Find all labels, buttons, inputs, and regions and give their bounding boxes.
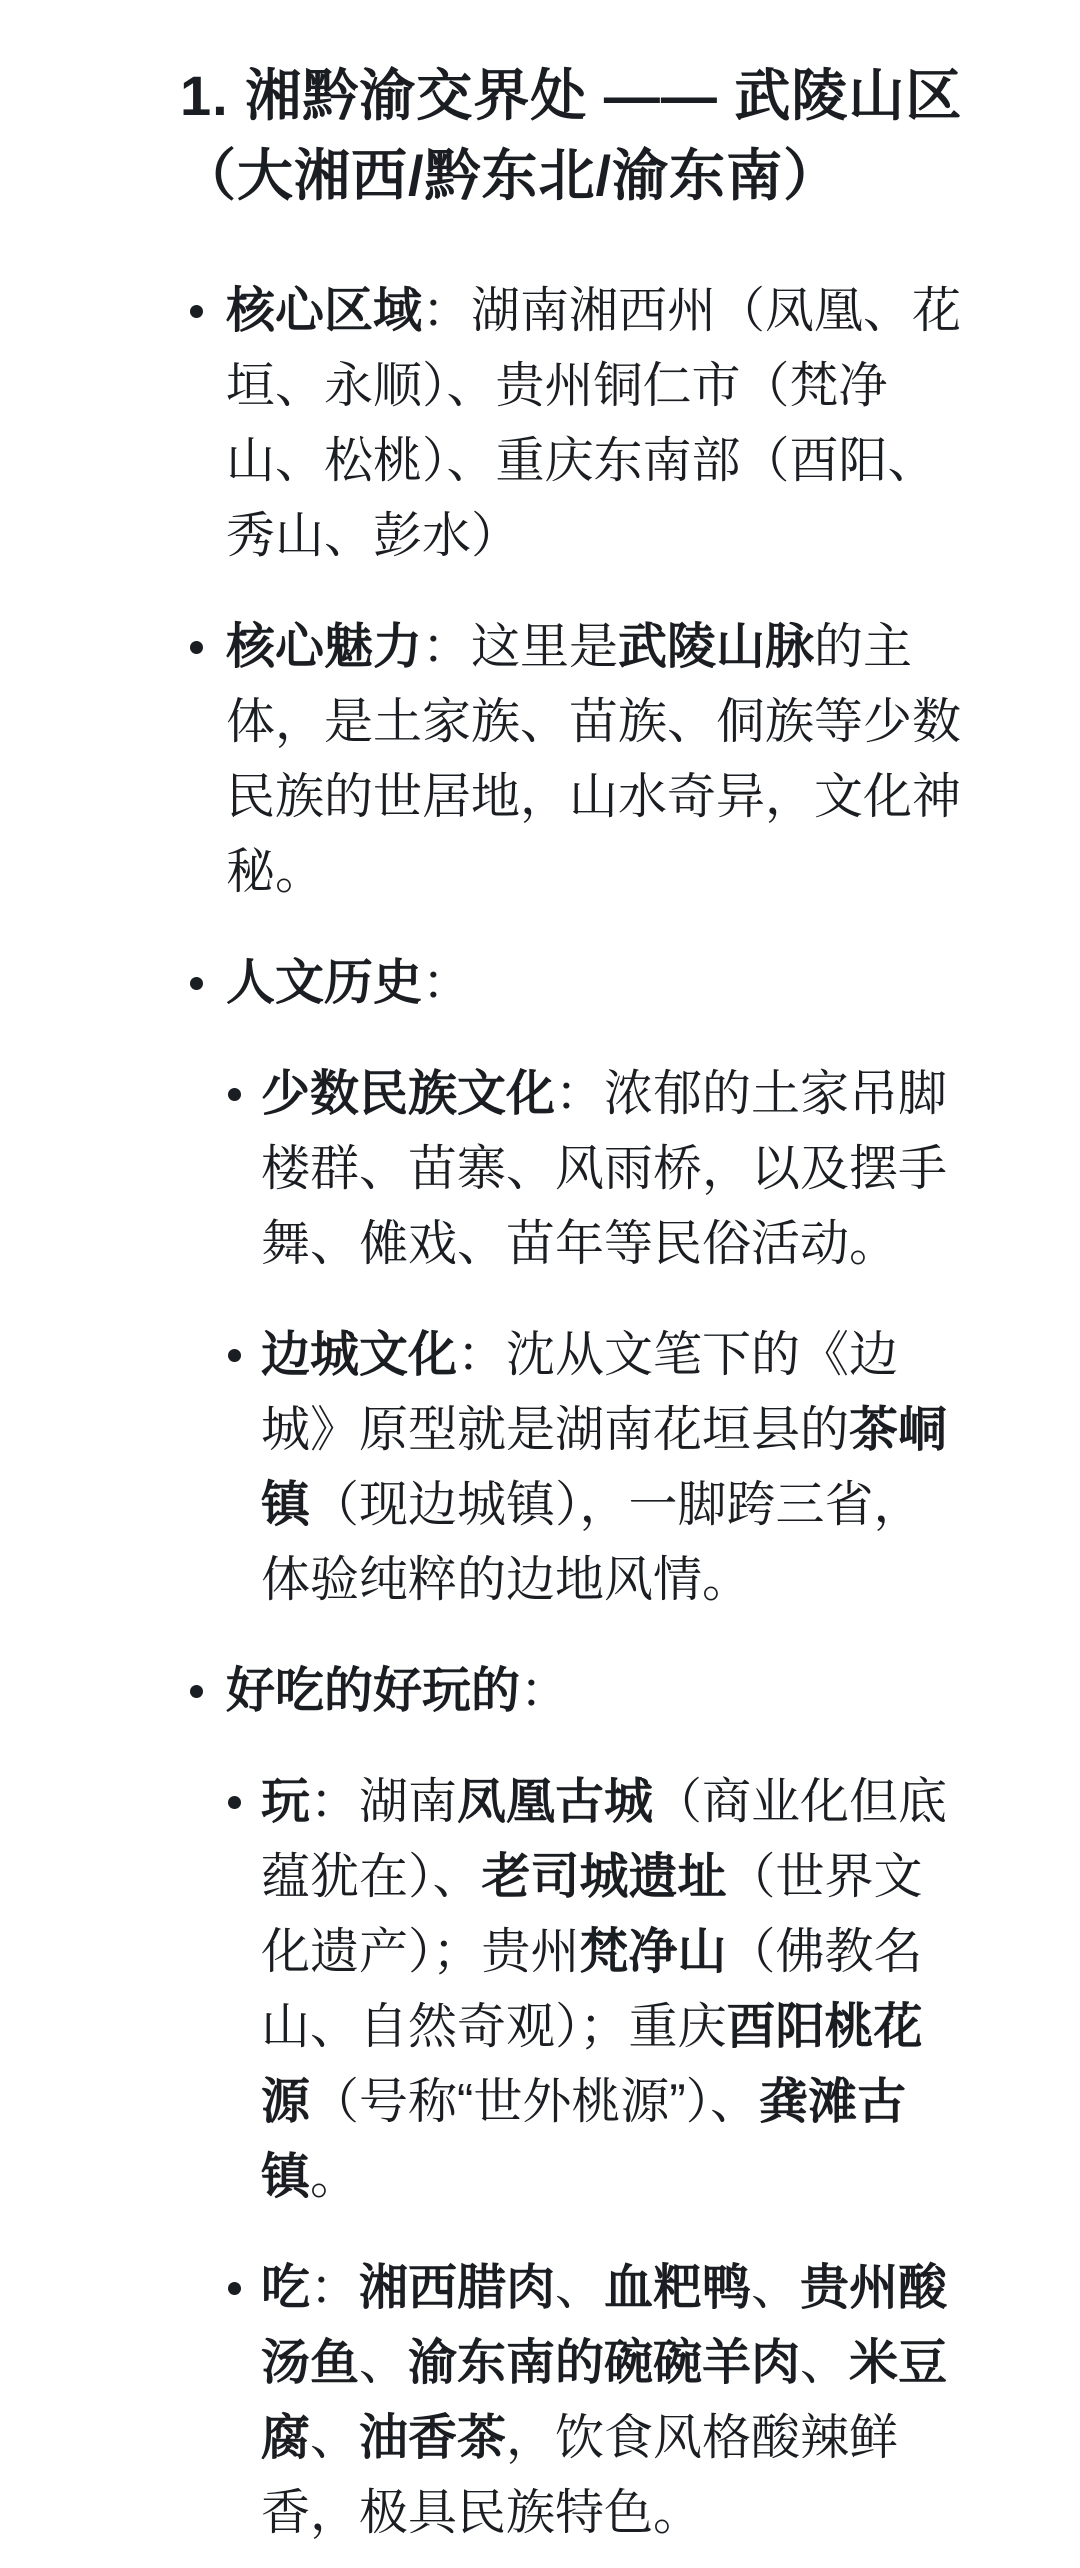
plain-text: 、: [751, 2261, 801, 2315]
heading-line-1: 1. 湘黔渝交界处 —— 武陵山区: [180, 64, 963, 127]
plain-text: ：: [422, 956, 472, 1010]
bold-text: 玩: [261, 1775, 311, 1829]
plain-text: ：浓郁的土家吊脚楼群、苗寨、风雨桥，以及摆手舞、傩戏、苗年等民俗活动。: [261, 1067, 948, 1271]
section-heading: [180, 56, 980, 216]
list-item: [190, 946, 968, 1021]
bold-text: 贵州酸汤鱼: [261, 2261, 948, 2390]
plain-text: （号称“世外桃源”）、: [310, 2075, 760, 2129]
bold-text: 油香茶: [359, 2411, 507, 2465]
bullet-icon: [190, 977, 203, 990]
plain-text: ：湖南: [310, 1775, 458, 1829]
bullet-icon: [190, 305, 203, 318]
plain-text: ：这里是: [422, 620, 619, 674]
bold-text: 少数民族文化: [261, 1067, 556, 1121]
plain-text: 。: [310, 2150, 360, 2204]
bold-text: 核心魅力: [226, 620, 423, 674]
list-item-text: [261, 1318, 964, 1618]
bold-text: 吃: [261, 2261, 311, 2315]
list-item-text: [226, 610, 964, 910]
plain-text: ：: [520, 1664, 570, 1718]
plain-text: ：湖南湘西州（凤凰、花垣、永顺）、贵州铜仁市（梵净山、松桃）、重庆东南部（酉阳、秀山、彭水）: [226, 284, 962, 563]
bold-text: 梵净山: [579, 1925, 727, 1979]
plain-text: 、: [555, 2261, 605, 2315]
list-item-text: [261, 1057, 964, 1282]
list-item: [190, 1654, 968, 1729]
bold-text: 老司城遗址: [481, 1850, 727, 1904]
plain-text: ：: [310, 2261, 360, 2315]
bullet-list: [0, 274, 1080, 2551]
bold-text: 龚滩古镇: [261, 2075, 907, 2204]
heading-line-2: （大湘西/黔东北/渝东南）: [180, 144, 841, 207]
bold-text: 米豆腐: [261, 2336, 948, 2465]
plain-text: 、: [359, 2336, 409, 2390]
list-item: [190, 610, 968, 910]
bold-text: 渝东南的碗碗羊肉: [408, 2336, 801, 2390]
plain-text: 、: [800, 2336, 850, 2390]
list-item: [228, 1765, 968, 2215]
bold-text: 湘西腊肉: [359, 2261, 556, 2315]
plain-text: ：沈从文笔下的《边城》原型就是湖南花垣县的: [261, 1328, 899, 1457]
bullet-icon: [190, 641, 203, 654]
bold-text: 好吃的好玩的: [226, 1664, 521, 1718]
bold-text: 核心区域: [226, 284, 423, 338]
bold-text: 边城文化: [261, 1328, 458, 1382]
list-item: [190, 274, 968, 574]
bold-text: 武陵山脉: [618, 620, 815, 674]
bullet-icon: [228, 1796, 241, 1809]
list-item: [228, 1057, 968, 1282]
list-item-text: [261, 2251, 964, 2551]
bullet-icon: [190, 1685, 203, 1698]
list-item-text: [261, 1765, 964, 2215]
bold-text: 血粑鸭: [604, 2261, 752, 2315]
plain-text: 的主体，是土家族、苗族、侗族等少数民族的世居地，山水奇异，文化神秘。: [226, 620, 962, 899]
bullet-icon: [228, 2282, 241, 2295]
list-item-text: [226, 274, 964, 574]
plain-text: ，饮食风格酸辣鲜香，极具民族特色。: [261, 2411, 899, 2540]
plain-text: （佛教名山、自然奇观）；重庆: [261, 1925, 923, 2054]
bold-text: 凤凰古城: [457, 1775, 654, 1829]
list-item: [228, 1318, 968, 1618]
plain-text: （商业化但底蕴犹在）、: [261, 1775, 948, 1904]
plain-text: 、: [310, 2411, 360, 2465]
plain-text: （现边城镇），一脚跨三省，体验纯粹的边地风情。: [261, 1478, 923, 1607]
bullet-icon: [228, 1349, 241, 1362]
bold-text: 茶峒镇: [261, 1403, 948, 1532]
bullet-icon: [228, 1088, 241, 1101]
bold-text: 人文历史: [226, 956, 423, 1010]
list-item-text: [226, 1654, 569, 1729]
list-item: [228, 2251, 968, 2551]
bold-text: 酉阳桃花源: [261, 2000, 923, 2129]
plain-text: （世界文化遗产）；贵州: [261, 1850, 923, 1979]
list-item-text: [226, 946, 471, 1021]
